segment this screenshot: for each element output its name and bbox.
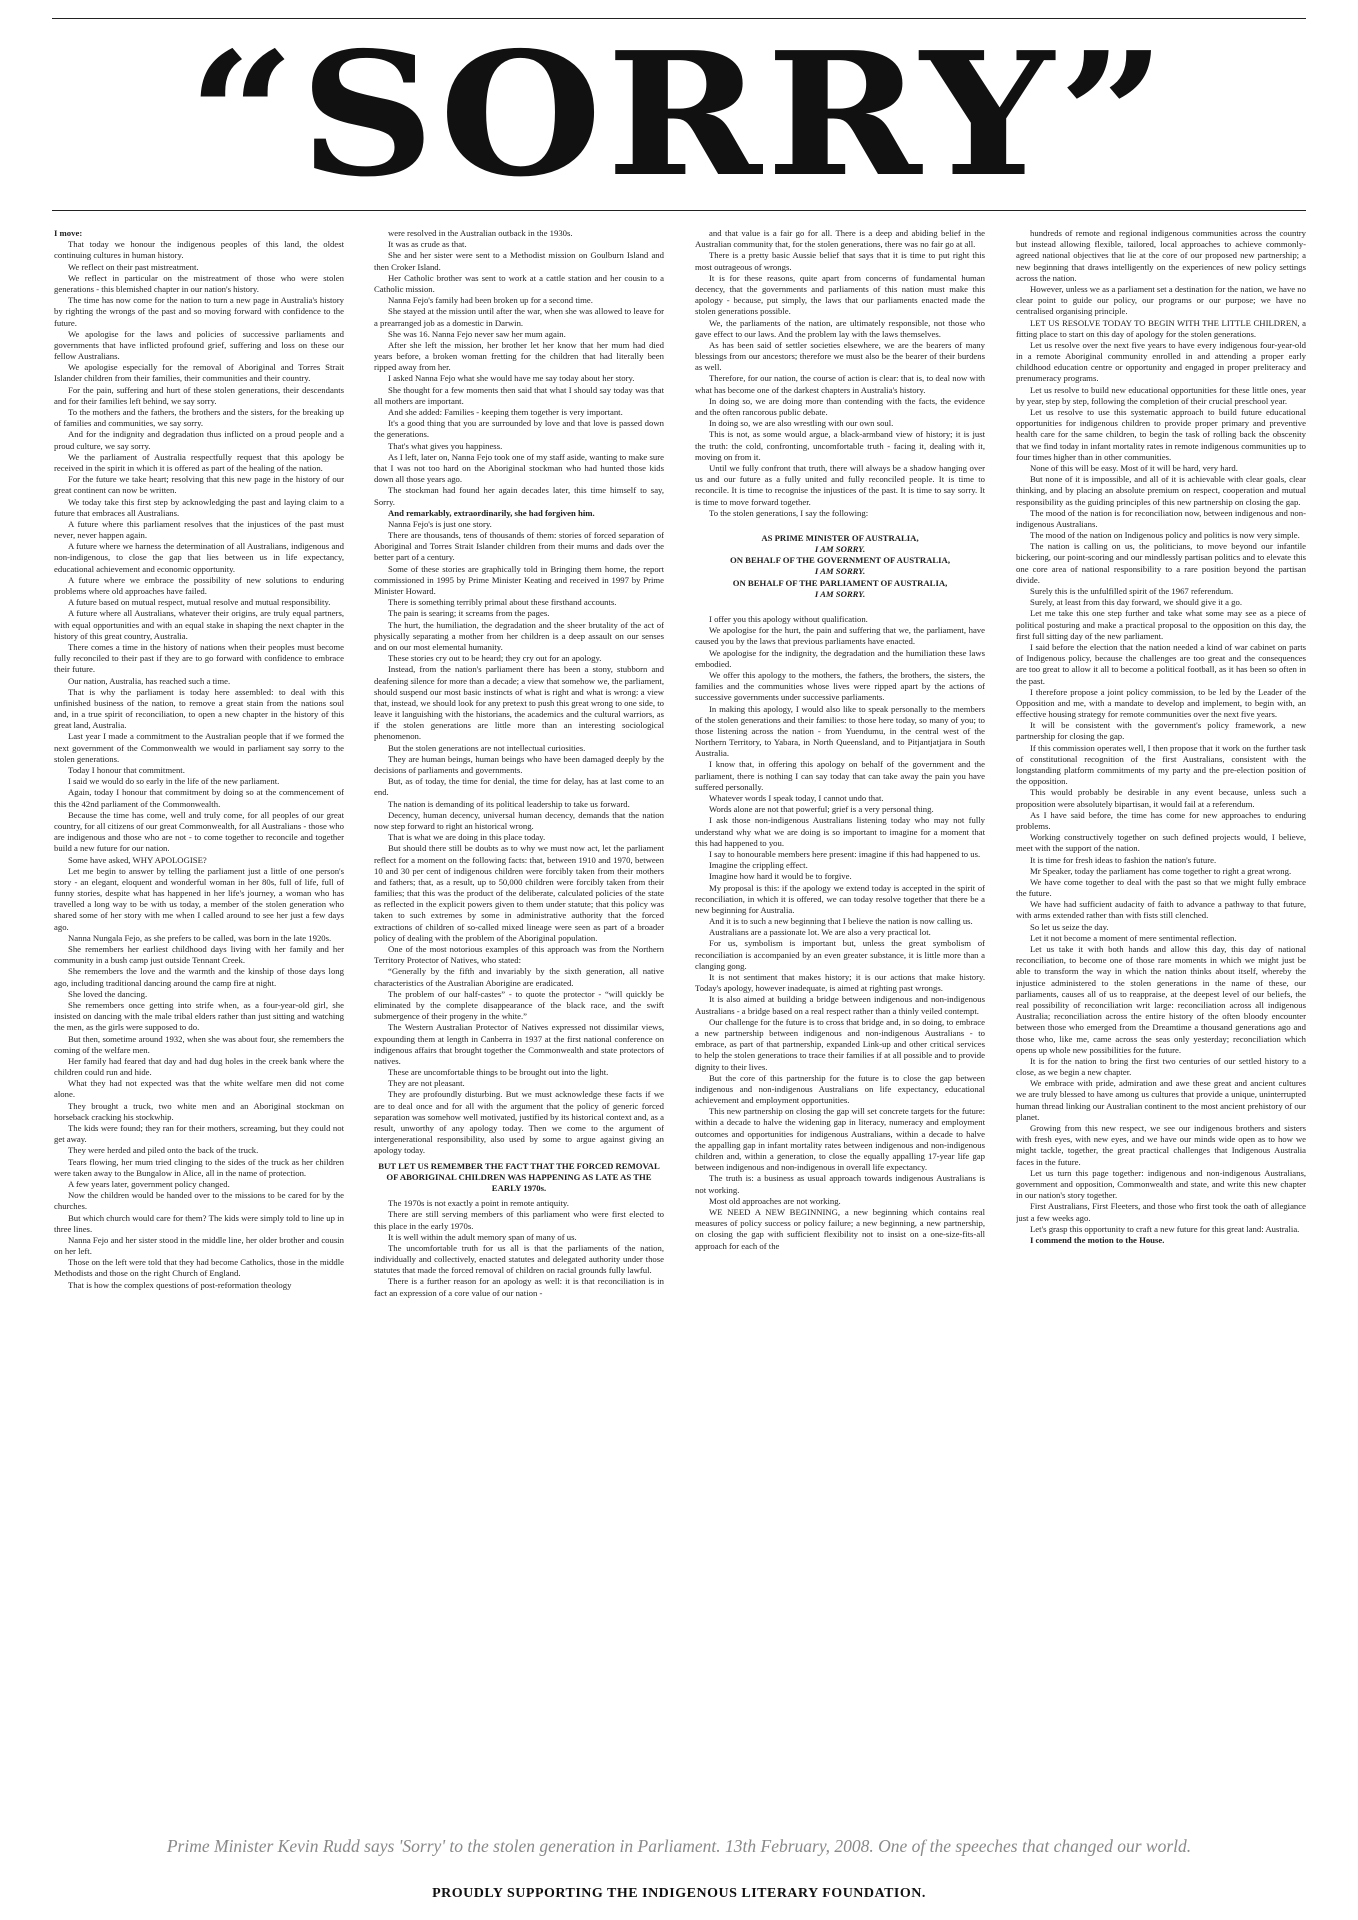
speech-paragraph: There are still serving members of this parliament who were first elected to this place in the early 1970s.	[374, 1209, 664, 1231]
speech-paragraph: A future where we embrace the possibility of new solutions to enduring problems where old approaches have failed.	[54, 574, 344, 596]
speech-paragraph: Again, today I honour that commitment by doing so at the commencement of this the 42nd parliament of the Commonwealth.	[54, 787, 344, 809]
speech-paragraph: Her family had feared that day and had dug holes in the creek bank where the children could run and hide.	[54, 1055, 344, 1078]
speech-paragraph: I offer you this apology without qualification.	[709, 614, 868, 624]
speech-paragraph: The hurt, the humiliation, the degradation and the sheer brutality of the act of physically separating a mother from her children is a deep assault on our senses and on our most elemental humanity.	[374, 619, 664, 652]
speech-paragraph: Our nation, Australia, has reached such a time.	[68, 675, 231, 686]
speech-paragraph: Decency, human decency, universal human decency, demands that the nation now step forward to right an historical wrong.	[374, 809, 664, 831]
speech-paragraph: That is how the complex questions of post-reformation theology	[68, 1279, 292, 1290]
speech-paragraph: We apologise for the laws and policies of successive parliaments and governments that have inflicted profound grief, suffering and loss on these our fellow Australians.	[54, 328, 344, 362]
speech-paragraph: They are human beings, human beings who have been damaged deeply by the decisions of parliaments and governments.	[374, 753, 664, 775]
speech-paragraph: We reflect on their past mistreatment.	[68, 261, 199, 272]
speech-paragraph: For the future we take heart; resolving that this new page in the history of our great continent can now be written.	[54, 474, 344, 496]
speech-paragraph: They are profoundly disturbing. But we must acknowledge these facts if we are to deal once and for all with the argument that the policy of generic forced separation was somehow well motivated, justified by its historical context and, as a result, unworthy of any apology today. Then we come to the argument of intergenerational responsibility, also used by some to argue against giving an apology today.	[374, 1089, 664, 1156]
speech-paragraph: I therefore propose a joint policy commission, to be led by the Leader of the Opposition and me, with a mandate to develop and implement, to begin with, an effective housing strategy for remote communities over the next five years.	[1016, 686, 1306, 720]
apology-declaration: ON BEHALF OF THE PARLIAMENT OF AUSTRALIA,	[732, 577, 948, 588]
speech-paragraph: And for the indignity and degradation thus inflicted on a proud people and a proud culture, we say sorry.	[54, 429, 344, 451]
speech-paragraph: I said before the election that the nation needed a kind of war cabinet on parts of Indigenous policy, because the challenges are too great and the consequences are too great to allow it all to become a political football, as it has been so often in the past.	[1016, 641, 1306, 686]
speech-paragraph: We the parliament of Australia respectfully request that this apology be received in the spirit in which it is offered as part of the healing of the nation.	[54, 451, 344, 473]
speech-paragraph: As I left, later on, Nanna Fejo took one of my staff aside, wanting to make sure that I was not too hard on the Aboriginal stockman who had hunted those kids down all those years ago.	[374, 451, 664, 485]
speech-paragraph: What they had not expected was that the white welfare men did not come alone.	[54, 1078, 344, 1100]
speech-emphasis: And remarkably, extraordinarily, she had forgiven him.	[388, 507, 595, 518]
speech-paragraph: She remembers the love and the warmth and the kinship of those days long ago, including traditional dancing around the camp fire at night.	[54, 966, 344, 988]
speech-paragraph: It will be consistent with the government's policy framework, a new partnership for closing the gap.	[1016, 720, 1306, 742]
speech-paragraph: For us, symbolism is important but, unless the great symbolism of reconciliation is accompanied by an even greater substance, it is little more than a clanging gong.	[695, 938, 985, 971]
speech-paragraph: Working constructively together on such defined projects would, I believe, meet with the support of the nation.	[1016, 832, 1306, 854]
speech-paragraph: Let us resolve over the next five years to have every indigenous four-year-old in a remote Aboriginal community enrolled in and attending a proper early childhood education centre or opportunity and engaged in proper preliteracy and prenumeracy programs.	[1016, 339, 1306, 384]
speech-paragraph: For the pain, suffering and hurt of these stolen generations, their descendants and for their families left behind, we say sorry.	[54, 384, 344, 406]
speech-paragraph: She remembers once getting into strife when, as a four-year-old girl, she insisted on dancing with the male tribal elders rather than just sitting and watching the men, as the girls were supposed to do.	[54, 999, 344, 1033]
speech-paragraph: As has been said of settler societies elsewhere, we are the bearers of many blessings from our ancestors; therefore we must also be the bearer of their burdens as well.	[695, 339, 985, 373]
speech-paragraph: There is something terribly primal about these firsthand accounts.	[388, 597, 617, 608]
speech-paragraph: Our challenge for the future is to cross that bridge and, in so doing, to embrace a new partnership between indigenous and non-indigenous Australians - to embrace, as part of that partnership, expanded Link-up and other critical services to help the stolen generations to trace their families if at all possible and to provide dignity to their lives.	[695, 1016, 985, 1072]
speech-paragraph: We embrace with pride, admiration and awe these great and ancient cultures we are truly blessed to have among us cultures that provide a unique, uninterrupted human thread linking our Australian continent to the most ancient prehistory of our planet.	[1016, 1078, 1306, 1122]
speech-paragraph: A future where this parliament resolves that the injustices of the past must never, never happen again.	[54, 518, 344, 541]
speech-paragraph: She thought for a few moments then said that what I should say today was that all mothers are important.	[374, 384, 664, 406]
speech-paragraph: Today I honour that commitment.	[68, 765, 185, 775]
speech-paragraph: Most old approaches are not working.	[709, 1195, 841, 1206]
speech-paragraph: I asked Nanna Fejo what she would have me say today about her story.	[388, 373, 635, 384]
speech-paragraph: Let me take this one step further and take what some may see as a piece of political posturing and make a practical proposal to the opposition on this day, the first full sitting day of the new parliament.	[1016, 608, 1306, 641]
speech-paragraph: Growing from this new respect, we see our indigenous brothers and sisters with fresh eyes, with new eyes, and we have our minds wide open as to how we might tackle, together, the great practical challenges that Indigenous Australia faces in the future.	[1016, 1123, 1306, 1167]
speech-paragraph: The truth is: a business as usual approach towards indigenous Australians is not working.	[695, 1173, 985, 1195]
apology-declaration: AS PRIME MINISTER OF AUSTRALIA,	[761, 532, 919, 543]
speech-paragraph: That is why the parliament is today here assembled: to deal with this unfinished business of the nation, to remove a great stain from the nations soul and, in a true spirit of reconciliation, to open a new chapter in the history of this great land, Australia.	[54, 686, 344, 731]
speech-paragraph: But the stolen generations are not intellectual curiosities.	[388, 742, 586, 753]
speech-paragraph: The uncomfortable truth for us all is that the parliaments of the nation, individually and collectively, enacted statutes and delegated authority under those statutes that made the forced removal of children on racial grounds fully lawful.	[374, 1242, 664, 1276]
speech-paragraph: Let's grasp this opportunity to craft a new future for this great land: Australia.	[1030, 1223, 1300, 1234]
speech-paragraph: She stayed at the mission until after the war, when she was allowed to leave for a prearranged job as a domestic in Darwin.	[374, 306, 664, 328]
speech-paragraph: They were herded and piled onto the back of the truck.	[68, 1145, 259, 1156]
speech-paragraph: Her Catholic brother was sent to work at a cattle station and her cousin to a Catholic mission.	[374, 272, 664, 294]
speech-paragraph: LET US RESOLVE TODAY TO BEGIN WITH THE LITTLE CHILDREN, a fitting place to start on this day of apology for the stolen generations.	[1016, 317, 1306, 339]
speech-paragraph: Australians are a passionate lot. We are also a very practical lot.	[709, 927, 931, 938]
speech-paragraph: Surely this is the unfulfilled spirit of the 1967 referendum.	[1030, 586, 1234, 596]
speech-paragraph: The nation is demanding of its political leadership to take us forward.	[388, 798, 630, 809]
speech-paragraph: Surely, at least from this day forward, we should give it a go.	[1030, 597, 1242, 608]
speech-paragraph: There are thousands, tens of thousands of them: stories of forced separation of Aboriginal and Torres Strait Islander children from their mums and dads over the better part of a century.	[374, 530, 664, 563]
speech-paragraph: Instead, from the nation's parliament there has been a stony, stubborn and deafening silence for more than a decade; a view that somehow we, the parliament, should suspend our most basic instincts of what is right and what is wrong: a view that, instead, we should look for any pretext to push this great wrong to one side, to leave it languishing with the historians, the academics and the cultural warriors, as if the stolen generations are little more than an interesting sociological phenomenon.	[374, 664, 664, 742]
speech-paragraph: These stories cry out to be heard; they cry out for an apology.	[388, 653, 602, 664]
speech-paragraph: Therefore, for our nation, the course of action is clear: that is, to deal now with what has become one of the darkest chapters in Australia's history.	[695, 373, 985, 395]
speech-paragraph: Words alone are not that powerful; grief is a very personal thing.	[709, 804, 934, 815]
footer-tagline: PROUDLY SUPPORTING THE INDIGENOUS LITERARY FOUNDATION.	[432, 1886, 926, 1901]
speech-paragraph: Let it not become a moment of mere sentimental reflection.	[1030, 932, 1237, 943]
speech-paragraph: But the core of this partnership for the future is to close the gap between indigenous and non-indigenous Australians on life expectancy, educational achievement and employment opportunities.	[695, 1072, 985, 1106]
speech-paragraph: If this commission operates well, I then propose that it work on the further task of constitutional recognition of the first Australians, consistent with the longstanding platform commitments of my party and the pre-election position of the opposition.	[1016, 742, 1306, 787]
speech-paragraph: They are not pleasant.	[388, 1078, 465, 1089]
speech-paragraph: It is for the nation to bring the first two centuries of our settled history to a close, as we begin a new chapter.	[1016, 1055, 1306, 1078]
speech-paragraph: A future based on mutual respect, mutual resolve and mutual responsibility.	[68, 597, 331, 608]
speech-paragraph: One of the most notorious examples of this approach was from the Northern Territory Protector of Natives, who stated:	[374, 944, 664, 966]
speech-paragraph: We today take this first step by acknowledging the past and laying claim to a future that embraces all Australians.	[54, 496, 344, 518]
speech-callout: BUT LET US REMEMBER THE FACT THAT THE FORCED REMOVAL OF ABORIGINAL CHILDREN WAS HAPPENING AS LATE AS THE EARLY 1970s.	[378, 1160, 660, 1193]
speech-paragraph: This is not, as some would argue, a black-armband view of history; it is just the truth: the cold, confronting, uncomfortable truth - facing it, dealing with it, moving on from it.	[695, 429, 985, 462]
speech-paragraph: The Western Australian Protector of Natives expressed not dissimilar views, expounding them at length in Canberra in 1937 at the first national conference on indigenous affairs that brought together the Commonwealth and state protectors of natives.	[374, 1022, 664, 1066]
speech-paragraph: That is what we are doing in this place today.	[388, 832, 546, 843]
speech-emphasis: I commend the motion to the House.	[1030, 1234, 1165, 1245]
headline-rule	[52, 210, 1306, 211]
speech-paragraph: The mood of the nation on Indigenous policy and politics is now very simple.	[1030, 530, 1300, 541]
speech-paragraph: Imagine how hard it would be to forgive.	[709, 871, 852, 882]
speech-column-4	[1016, 228, 1306, 1826]
spacer	[695, 600, 985, 614]
speech-paragraph: Whatever words I speak today, I cannot undo that.	[709, 793, 884, 803]
speech-paragraph: The 1970s is not exactly a point in remote antiquity.	[388, 1198, 569, 1209]
speech-paragraph: Nanna Fejo and her sister stood in the middle line, her older brother and cousin on her left.	[54, 1234, 344, 1257]
speech-paragraph: Nanna Nungala Fejo, as she prefers to be called, was born in the late 1920s.	[68, 932, 332, 943]
speech-paragraph: Let us resolve to build new educational opportunities for these little ones, year by year, step by step, following the completion of their crucial preschool year.	[1016, 384, 1306, 406]
speech-paragraph: They brought a truck, two white men and an Aboriginal stockman on horseback cracking his stockwhip.	[54, 1100, 344, 1122]
speech-paragraph: Those on the left were told that they had become Catholics, those in the middle Methodists and those on the right Church of England.	[54, 1257, 344, 1279]
speech-column-1	[54, 228, 344, 1826]
speech-paragraph: I said we would do so early in the life of the new parliament.	[68, 776, 280, 787]
speech-paragraph: The kids were found; they ran for their mothers, screaming, but they could not get away.	[54, 1123, 344, 1145]
speech-paragraph: The stockman had found her again decades later, this time himself to say, Sorry.	[374, 485, 664, 507]
speech-paragraph: My proposal is this: if the apology we extend today is accepted in the spirit of reconciliation, in which it is offered, we can today resolve together that there be a new beginning for Australia.	[695, 882, 985, 915]
speech-paragraph: It is not sentiment that makes history; it is our actions that make history. Today's apology, however inadequate, is aimed at righting past wrongs.	[695, 972, 985, 994]
speech-paragraph: A future where all Australians, whatever their origins, are truly equal partners, with equal opportunities and with an equal stake in shaping the next chapter in the history of this great country, Australia.	[54, 608, 344, 641]
speech-paragraph: After she left the mission, her brother let her know that her mum had died years before, a broken woman fretting for the children that had literally been ripped away from her.	[374, 339, 664, 373]
speech-paragraph: But then, sometime around 1932, when she was about four, she remembers the coming of the welfare men.	[54, 1033, 344, 1055]
speech-paragraph: There is a further reason for an apology as well: it is that reconciliation is in fact an expression of a core value of our nation -	[374, 1276, 664, 1298]
speech-paragraph: So let us seize the day.	[1030, 921, 1109, 932]
speech-paragraph: It is for these reasons, quite apart from concerns of fundamental human decency, that the governments and parliaments of this nation must make this apology - because, put simply, the laws that our parliaments enacted made the stolen generations possible.	[695, 272, 985, 317]
speech-paragraph: She was 16. Nanna Fejo never saw her mum again.	[388, 328, 566, 339]
speech-paragraph: There is a pretty basic Aussie belief that says that it is time to put right this most outrageous of wrongs.	[695, 250, 985, 272]
headline: “SORRY”	[187, 15, 1171, 215]
speech-paragraph: It is well within the adult memory span of many of us.	[388, 1231, 577, 1242]
speech-paragraph: In doing so, we are also wrestling with our own soul.	[709, 418, 894, 429]
speech-paragraph: She and her sister were sent to a Methodist mission on Goulburn Island and then Croker Island.	[374, 250, 664, 272]
speech-paragraph: But, as of today, the time for denial, the time for delay, has at last come to an end.	[374, 776, 664, 798]
speech-lead: I move:	[54, 228, 83, 238]
speech-paragraph: We offer this apology to the mothers, the fathers, the brothers, the sisters, the families and the communities whose lives were ripped apart by the actions of successive governments under successive parliaments.	[695, 669, 985, 703]
speech-paragraph: She loved the dancing.	[68, 988, 148, 999]
speech-paragraph: I ask those non-indigenous Australians listening today who may not fully understand why what we are doing is so important to imagine for a moment that this had happened to you.	[695, 815, 985, 848]
speech-paragraph: This would probably be desirable in any event because, unless such a proposition were absolutely bipartisan, it would fail at a referendum.	[1016, 787, 1306, 809]
speech-paragraph: To the stolen generations, I say the following:	[709, 507, 869, 518]
speech-paragraph: It is also aimed at building a bridge between indigenous and non-indigenous Australians - a bridge based on a real respect rather than a thinly veiled contempt.	[695, 994, 985, 1016]
speech-paragraph: Some have asked, WHY APOLOGISE?	[68, 854, 207, 865]
speech-paragraph: Now the children would be handed over to the missions to be cared for by the churches.	[54, 1190, 344, 1212]
speech-paragraph: It is time for fresh ideas to fashion the nation's future.	[1030, 854, 1217, 865]
speech-paragraph: Some of these stories are graphically told in Bringing them home, the report commissioned in 1995 by Prime Minister Keating and received in 1997 by Prime Minister Howard.	[374, 563, 664, 596]
apology-sorry-line: I AM SORRY.	[814, 566, 866, 577]
speech-paragraph: and that value is a fair go for all. There is a deep and abiding belief in the Australian community that, for the stolen generations, there was no fair go at all.	[695, 228, 985, 250]
speech-column-3	[695, 228, 985, 1826]
speech-paragraph: hundreds of remote and regional indigenous communities across the country but instead allowing flexible, tailored, local approaches to achieve commonly-agreed national objectives that lie at the core of our proposed new partnership; a new beginning that draws intelligently on the experiences of new policy settings across the nation.	[1016, 228, 1306, 283]
speech-paragraph: We, the parliaments of the nation, are ultimately responsible, not those who gave effect to our laws. And the problem lay with the laws themselves.	[695, 317, 985, 339]
speech-paragraph: Let us take it with both hands and allow this day, this day of national reconciliation, to become one of those rare moments in which we might just be able to transform the way in which the nation thinks about itself, whereby the injustice administered to the stolen generations in the name of these, our parliaments, causes all of us to reappraise, at the deepest level of our beliefs, the real possibility of reconciliation writ large: reconciliation across all indigenous Australia; reconciliation across the entire history of the often bloody encounter between those who emerged from the Dreamtime a thousand generations ago and those who, like me, came across the seas only yesterday; reconciliation which opens up whole new possibilities for the future.	[1016, 944, 1306, 1055]
speech-paragraph: She remembers her earliest childhood days living with her family and her community in a bush camp just outside Tennant Creek.	[54, 944, 344, 966]
speech-paragraph: However, unless we as a parliament set a destination for the nation, we have no clear point to guide our policy, our programs or our purpose; we have no centralised organising principle.	[1016, 283, 1306, 317]
speech-paragraph: We apologise especially for the removal of Aboriginal and Torres Strait Islander children from their families, their communities and their country.	[54, 362, 344, 384]
speech-paragraph: were resolved in the Australian outback in the 1930s.	[388, 228, 573, 238]
speech-paragraph: This new partnership on closing the gap will set concrete targets for the future: within a decade to halve the widening gap in literacy, numeracy and employment outcomes and opportunities for indigenous Australians, within a decade to halve the appalling gap in infant mortality rates between indigenous and non-indigenous children and, within a generation, to close the equally appalling 17-year life gap between indigenous and non-indigenous in overall life expectancy.	[695, 1106, 985, 1173]
speech-paragraph: Let us resolve to use this systematic approach to build future educational opportunities for indigenous children to provide proper primary and preventive health care for the same children, to begin the task of rolling back the obscenity that we find today in infant mortality rates in remote indigenous communities up to four times higher than in other communities.	[1016, 407, 1306, 462]
speech-paragraph: We reflect in particular on the mistreatment of those who were stolen generations - this blemished chapter in our nation's history.	[54, 272, 344, 294]
speech-paragraph: As I have said before, the time has come for new approaches to enduring problems.	[1016, 809, 1306, 831]
speech-paragraph: We apologise for the indignity, the degradation and the humiliation these laws embodied.	[695, 647, 985, 669]
speech-paragraph: In making this apology, I would also like to speak personally to the members of the stolen generations and their families: to those here today, so many of you; to those listening across the nation - from Yuendumu, in the central west of the Northern Territory, to Yabara, in North Queensland, and to Pitjantjatjara in South Australia.	[695, 703, 985, 759]
speech-paragraph: That today we honour the indigenous peoples of this land, the oldest continuing cultures in human history.	[54, 239, 344, 261]
speech-paragraph: A future where we harness the determination of all Australians, indigenous and non-indigenous, to close the gap that lies between us in life expectancy, educational achievement and economic opportunity.	[54, 541, 344, 574]
speech-paragraph: Last year I made a commitment to the Australian people that if we formed the next government of the Commonwealth we would in parliament say sorry to the stolen generations.	[54, 731, 344, 764]
speech-paragraph: I know that, in offering this apology on behalf of the government and the parliament, there is nothing I can say today that can take away the pain you have suffered personally.	[695, 759, 985, 792]
speech-paragraph: And she added: Families - keeping them together is very important.	[388, 407, 623, 417]
speech-paragraph: To the mothers and the fathers, the brothers and the sisters, for the breaking up of families and communities, we say sorry.	[54, 407, 344, 429]
speech-paragraph: These are uncomfortable things to be brought out into the light.	[388, 1067, 609, 1078]
speech-paragraph: Nanna Fejo's is just one story.	[388, 518, 492, 529]
speech-paragraph: WE NEED A NEW BEGINNING, a new beginning which contains real measures of policy success or policy failure; a new beginning, a new partnership, on closing the gap with sufficient flexibility not to insist on a one-size-fits-all approach for each of the	[695, 1206, 985, 1251]
speech-paragraph: The time has now come for the nation to turn a new page in Australia's history by righting the wrongs of the past and so moving forward with confidence to the future.	[54, 295, 344, 328]
spacer	[695, 519, 985, 533]
speech-paragraph: The pain is searing; it screams from the pages.	[388, 608, 550, 619]
speech-paragraph: But should there still be doubts as to why we must now act, let the parliament reflect for a moment on the following facts: that, between 1910 and 1970, between 10 and 30 per cent of indigenous children were forcibly taken from their mothers and fathers; that, as a result, up to 50,000 children were forcibly taken from their families; that this was the product of the deliberate, calculated policies of the state as reflected in the explicit powers given to them under statute; that this policy was taken to such extremes by some in administrative authority that the forced extractions of children of so-called mixed lineage were seen as part of a broader policy of dealing with the problem of the Aboriginal population.	[374, 843, 664, 943]
speech-paragraph: In doing so, we are doing more than contending with the facts, the evidence and the often rancorous public debate.	[695, 395, 985, 417]
speech-paragraph: A few years later, government policy changed.	[68, 1178, 230, 1189]
speech-paragraph: We apologise for the hurt, the pain and suffering that we, the parliament, have caused you by the laws that previous parliaments have enacted.	[695, 625, 985, 647]
speech-paragraph: Mr Speaker, today the parliament has come together to right a great wrong.	[1030, 865, 1292, 876]
speech-paragraph: Let me begin to answer by telling the parliament just a little of one person's story - an elegant, eloquent and wonderful woman in her 80s, full of life, full of funny stories, despite what has happened in her life's journey, a woman who has travelled a long way to be with us today, a member of the stolen generation who shared some of her story with me when I called around to see her just a few days ago.	[54, 865, 344, 932]
speech-paragraph: Until we fully confront that truth, there will always be a shadow hanging over us and our future as a fully united and fully reconciled people. It is time to reconcile. It is time to recognise the injustices of the past. It is time to say sorry. It is time to move forward together.	[695, 462, 985, 507]
speech-paragraph: It's a good thing that you are surrounded by love and that love is passed down the generations.	[374, 418, 664, 440]
speech-paragraph: There comes a time in the history of nations when their peoples must become fully reconciled to their past if they are to go forward with confidence to embrace their future.	[54, 641, 344, 675]
speech-paragraph: The problem of our half-castes” - to quote the protector - “will quickly be eliminated by the complete disappearance of the black race, and the swift submergence of their progeny in the white.”	[374, 988, 664, 1022]
speech-paragraph: The mood of the nation is for reconciliation now, between indigenous and non-indigenous Australians.	[1016, 507, 1306, 529]
speech-paragraph: Tears flowing, her mum tried clinging to the sides of the truck as her children were taken away to the Bungalow in Alice, all in the name of protection.	[54, 1156, 344, 1178]
speech-paragraph: The nation is calling on us, the politicians, to move beyond our infantile bickering, our point-scoring and our mindlessly partisan politics and to elevate this one core area of national responsibility to a rare position beyond the partisan divide.	[1016, 541, 1306, 585]
speech-paragraph: Nanna Fejo's family had been broken up for a second time.	[388, 295, 593, 306]
speech-paragraph: But none of it is impossible, and all of it is achievable with clear goals, clear thinking, and by placing an absolute premium on respect, cooperation and mutual responsibility as the guiding principles of this new partnership on closing the gap.	[1016, 474, 1306, 507]
speech-column-2	[374, 228, 664, 1826]
speech-paragraph: None of this will be easy. Most of it will be hard, very hard.	[1030, 462, 1238, 473]
speech-paragraph: First Australians, First Fleeters, and those who first took the oath of allegiance just a few weeks ago.	[1016, 1201, 1306, 1223]
caption: Prime Minister Kevin Rudd says 'Sorry' to the stolen generation in Parliament. 13th February, 2008. One of the speeches that changed our world.	[166, 1836, 1192, 1856]
apology-sorry-line: I AM SORRY.	[814, 544, 866, 555]
speech-paragraph: “Generally by the fifth and invariably by the sixth generation, all native characteristics of the Australian Aborigine are eradicated.	[374, 966, 664, 988]
speech-paragraph: Because the time has come, well and truly come, for all peoples of our great country, for all citizens of our great Commonwealth, for all Australians - those who are indigenous and those who are not - to come together to reconcile and together build a new future for our nation.	[54, 809, 344, 854]
speech-columns	[54, 228, 1306, 1826]
speech-paragraph: And it is to such a new beginning that I believe the nation is now calling us.	[709, 916, 973, 927]
apology-sorry-line: I AM SORRY.	[814, 588, 866, 599]
apology-declaration: ON BEHALF OF THE GOVERNMENT OF AUSTRALIA,	[729, 555, 951, 566]
speech-paragraph: Imagine the crippling effect.	[709, 860, 808, 871]
speech-paragraph: We have come together to deal with the past so that we might fully embrace the future.	[1016, 876, 1306, 899]
speech-paragraph: We have had sufficient audacity of faith to advance a pathway to that future, with arms extended rather than with fists still clenched.	[1016, 899, 1306, 921]
speech-paragraph: Let us turn this page together: indigenous and non-indigenous Australians, government and opposition, Commonwealth and state, and write this new chapter in our nation's story together.	[1016, 1167, 1306, 1201]
speech-paragraph: That's what gives you happiness.	[388, 440, 503, 451]
speech-paragraph: I say to honourable members here present: imagine if this had happened to us.	[709, 848, 981, 859]
speech-paragraph: But which church would care for them? The kids were simply told to line up in three lines.	[54, 1212, 344, 1234]
speech-paragraph: It was as crude as that.	[388, 239, 467, 250]
